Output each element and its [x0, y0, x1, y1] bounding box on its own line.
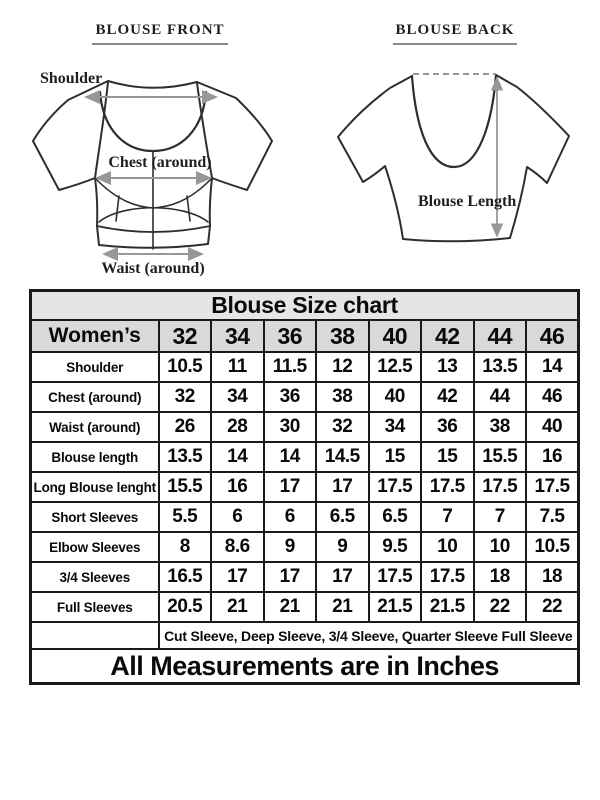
size-column-header: 34 — [211, 320, 264, 352]
shoulder-label: Shoulder — [40, 70, 103, 87]
blouse-back-heading — [330, 22, 580, 45]
table-title: Blouse Size chart — [31, 291, 579, 321]
table-row — [31, 412, 579, 442]
measurement-value: 10 — [474, 532, 527, 562]
size-column-header: 46 — [526, 320, 579, 352]
row-label: Waist (around) — [31, 412, 159, 442]
table-row — [31, 562, 579, 592]
column-header-womens: Women’s — [31, 320, 159, 352]
sleeve-note: Cut Sleeve, Deep Sleeve, 3/4 Sleeve, Quarter Sleeve Full Sleeve — [159, 622, 579, 649]
table-row — [31, 532, 579, 562]
row-label: Chest (around) — [31, 382, 159, 412]
measurement-value: 15.5 — [159, 472, 212, 502]
measurement-value: 12 — [316, 352, 369, 382]
measurement-value: 17.5 — [369, 562, 422, 592]
measurement-value: 22 — [474, 592, 527, 622]
measurement-value: 22 — [526, 592, 579, 622]
blouse-back-heading-text: BLOUSE BACK — [393, 22, 518, 45]
blouse-back-outline — [338, 75, 569, 241]
row-label: Full Sleeves — [31, 592, 159, 622]
table-row — [31, 382, 579, 412]
row-label: Short Sleeves — [31, 502, 159, 532]
measurement-value: 11 — [211, 352, 264, 382]
measurement-value: 16 — [526, 442, 579, 472]
size-column-header: 42 — [421, 320, 474, 352]
measurement-value: 42 — [421, 382, 474, 412]
measurement-value: 17.5 — [369, 472, 422, 502]
measurement-value: 17 — [264, 562, 317, 592]
measurement-value: 14 — [526, 352, 579, 382]
empty-cell — [31, 622, 159, 649]
measurement-value: 13.5 — [474, 352, 527, 382]
table-row — [31, 502, 579, 532]
measurement-value: 16.5 — [159, 562, 212, 592]
measurement-value: 34 — [211, 382, 264, 412]
measurement-value: 17 — [316, 472, 369, 502]
measurement-value: 21 — [316, 592, 369, 622]
table-row — [31, 592, 579, 622]
measurement-value: 6 — [264, 502, 317, 532]
size-column-header: 38 — [316, 320, 369, 352]
measurement-value: 17 — [211, 562, 264, 592]
measurements-unit-row — [31, 649, 579, 684]
measurement-value: 38 — [316, 382, 369, 412]
measurement-value: 10 — [421, 532, 474, 562]
row-label: Long Blouse lenght — [31, 472, 159, 502]
measurement-value: 10.5 — [526, 532, 579, 562]
measurement-value: 13.5 — [159, 442, 212, 472]
waist-label: Waist (around) — [101, 260, 205, 277]
measurement-value: 15 — [421, 442, 474, 472]
size-column-header: 40 — [369, 320, 422, 352]
measurement-value: 36 — [264, 382, 317, 412]
measurement-value: 34 — [369, 412, 422, 442]
table-header-row — [31, 320, 579, 352]
measurement-value: 17.5 — [421, 472, 474, 502]
table-row — [31, 352, 579, 382]
measurement-value: 17.5 — [474, 472, 527, 502]
size-column-header: 44 — [474, 320, 527, 352]
measurement-value: 7.5 — [526, 502, 579, 532]
measurement-value: 32 — [316, 412, 369, 442]
row-label: Shoulder — [31, 352, 159, 382]
measurement-value: 21 — [211, 592, 264, 622]
measurement-value: 12.5 — [369, 352, 422, 382]
measurement-value: 28 — [211, 412, 264, 442]
measurement-value: 14.5 — [316, 442, 369, 472]
table-row — [31, 442, 579, 472]
measurement-value: 46 — [526, 382, 579, 412]
size-column-header: 36 — [264, 320, 317, 352]
measurement-value: 21 — [264, 592, 317, 622]
row-label: Elbow Sleeves — [31, 532, 159, 562]
size-column-header: 32 — [159, 320, 212, 352]
table-title-row — [31, 291, 579, 321]
measurement-value: 8.6 — [211, 532, 264, 562]
measurement-value: 7 — [421, 502, 474, 532]
blouse-length-label: Blouse Length — [418, 193, 517, 210]
measurement-value: 8 — [159, 532, 212, 562]
measurement-value: 14 — [211, 442, 264, 472]
measurement-value: 6 — [211, 502, 264, 532]
measurement-value: 15 — [369, 442, 422, 472]
measurement-value: 11.5 — [264, 352, 317, 382]
blouse-front-heading — [20, 22, 300, 45]
measurement-value: 32 — [159, 382, 212, 412]
measurement-value: 10.5 — [159, 352, 212, 382]
measurement-value: 40 — [369, 382, 422, 412]
measurement-value: 5.5 — [159, 502, 212, 532]
measurement-value: 9.5 — [369, 532, 422, 562]
measurement-value: 16 — [211, 472, 264, 502]
row-label: Blouse length — [31, 442, 159, 472]
measurement-value: 6.5 — [369, 502, 422, 532]
measurement-value: 9 — [316, 532, 369, 562]
measurement-value: 14 — [264, 442, 317, 472]
measurement-value: 36 — [421, 412, 474, 442]
measurement-value: 18 — [474, 562, 527, 592]
measurement-value: 6.5 — [316, 502, 369, 532]
measurement-value: 17.5 — [526, 472, 579, 502]
measurement-value: 17 — [264, 472, 317, 502]
row-label: 3/4 Sleeves — [31, 562, 159, 592]
table-row — [31, 472, 579, 502]
sleeve-note-row — [31, 622, 579, 649]
measurement-value: 26 — [159, 412, 212, 442]
blouse-back-illustration — [330, 50, 580, 265]
measurement-value: 21.5 — [421, 592, 474, 622]
measurement-value: 40 — [526, 412, 579, 442]
measurement-value: 7 — [474, 502, 527, 532]
measurement-value: 30 — [264, 412, 317, 442]
measurement-value: 38 — [474, 412, 527, 442]
measurement-value: 20.5 — [159, 592, 212, 622]
blouse-size-table — [29, 289, 580, 685]
measurement-value: 18 — [526, 562, 579, 592]
chest-label: Chest (around) — [108, 154, 212, 171]
measurement-value: 9 — [264, 532, 317, 562]
measurement-value: 13 — [421, 352, 474, 382]
blouse-front-heading-text: BLOUSE FRONT — [92, 22, 227, 45]
measurement-value: 17.5 — [421, 562, 474, 592]
measurement-value: 17 — [316, 562, 369, 592]
measurements-unit-note: All Measurements are in Inches — [31, 649, 579, 684]
measurement-value: 44 — [474, 382, 527, 412]
measurement-value: 21.5 — [369, 592, 422, 622]
measurement-value: 15.5 — [474, 442, 527, 472]
